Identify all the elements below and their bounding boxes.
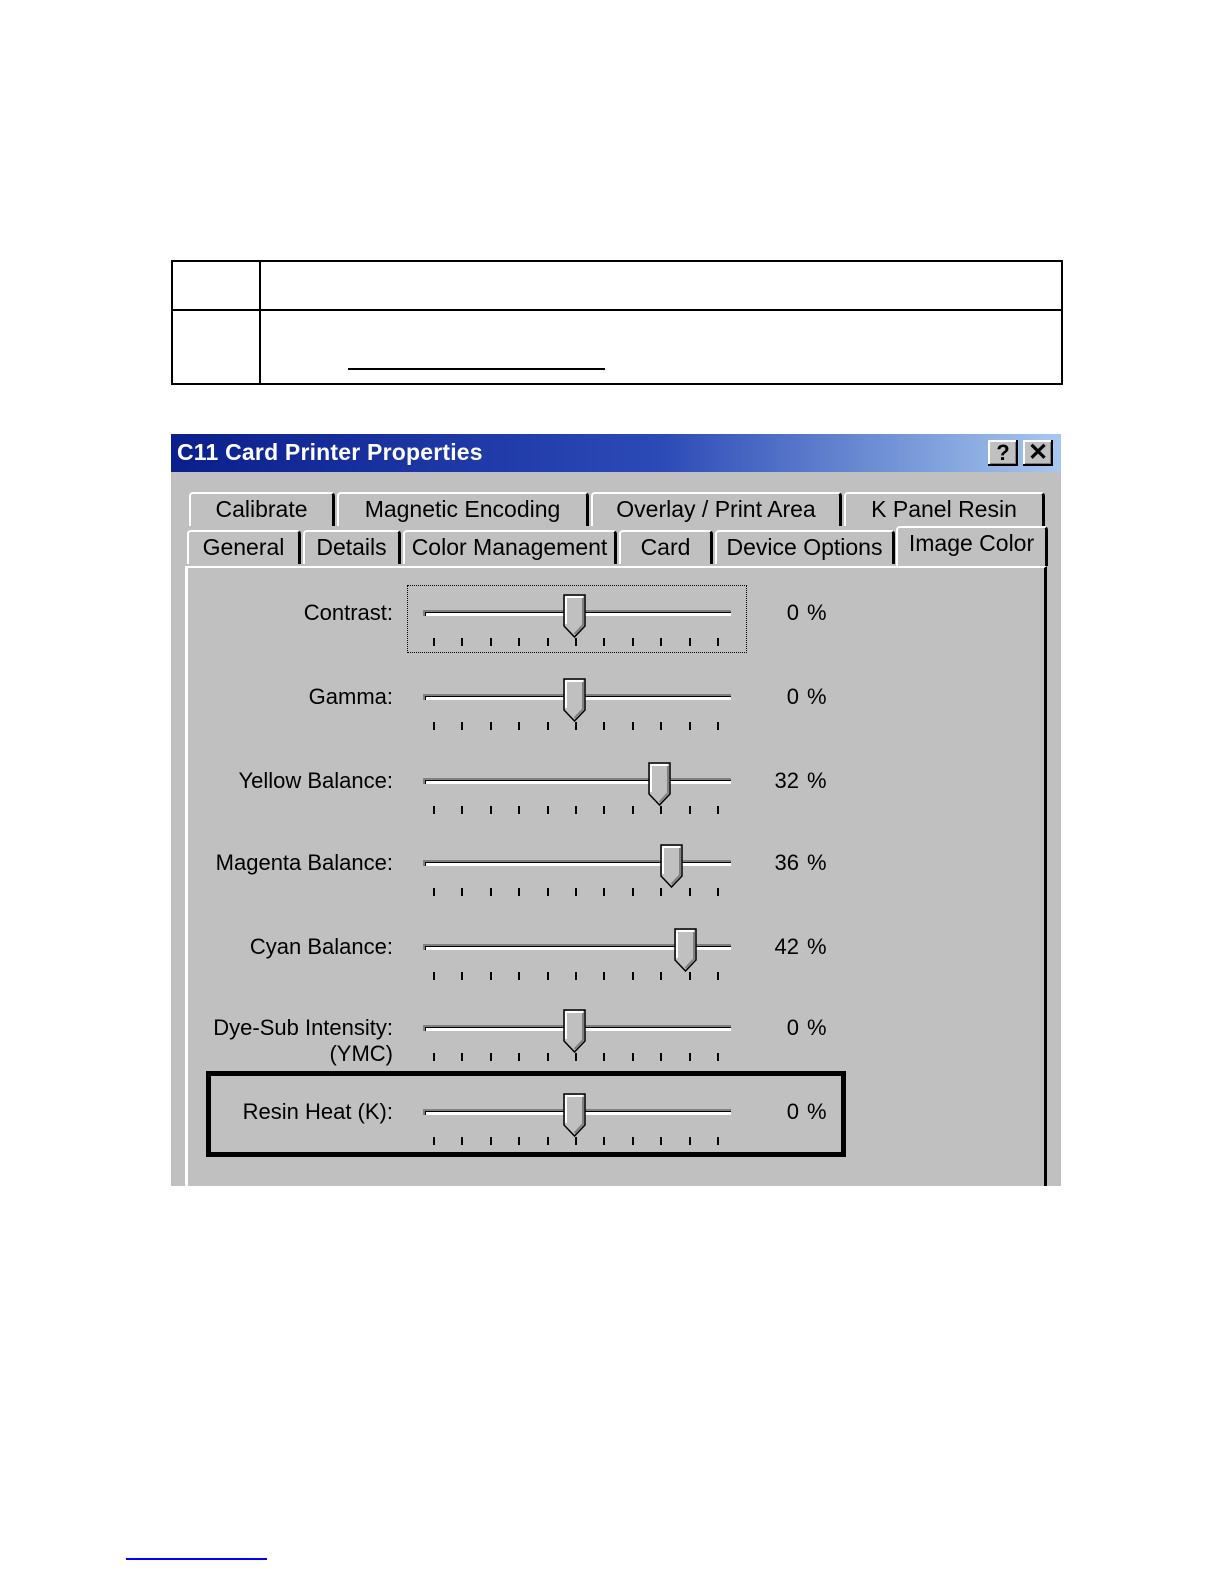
link-underline: [348, 368, 605, 370]
tab-magnetic-encoding[interactable]: Magnetic Encoding: [337, 492, 589, 526]
slider-value: 0: [786, 1015, 799, 1040]
tab-general[interactable]: General: [187, 530, 301, 564]
percent-unit: %: [807, 1015, 827, 1040]
slider-label: Cyan Balance:: [249, 934, 393, 959]
instruction-table: [171, 260, 1063, 385]
slider-label: Contrast:: [303, 600, 393, 625]
percent-unit: %: [807, 768, 827, 793]
percent-unit: %: [807, 1099, 827, 1124]
slider-value: 0: [786, 1099, 799, 1124]
slider-value: 36: [774, 850, 799, 875]
help-button[interactable]: ?: [988, 440, 1018, 466]
tab-device-options[interactable]: Device Options: [715, 530, 895, 564]
slider-value: 0: [786, 600, 799, 625]
slider-label: Yellow Balance:: [238, 768, 393, 793]
tab-k-panel-resin[interactable]: K Panel Resin: [844, 492, 1045, 526]
slider-label: Resin Heat (K):: [242, 1099, 393, 1124]
footer-link-underline: [126, 1558, 267, 1560]
tab-image-color[interactable]: Image Color: [896, 526, 1048, 566]
table-cell: [172, 310, 260, 384]
close-button[interactable]: ✕: [1023, 440, 1053, 466]
slider-value: 42: [774, 934, 799, 959]
table-cell: [260, 310, 1062, 384]
slider-label-sub: (YMC): [329, 1041, 393, 1066]
table-cell: [172, 261, 260, 310]
percent-unit: %: [807, 850, 827, 875]
slider-value: 0: [786, 684, 799, 709]
table-cell: [260, 261, 1062, 310]
printer-properties-dialog: [171, 434, 1061, 1186]
image-color-panel: [185, 566, 1047, 1186]
slider-label: Gamma:: [308, 684, 393, 709]
percent-unit: %: [807, 600, 827, 625]
tab-card[interactable]: Card: [619, 530, 713, 564]
slider-label: Magenta Balance:: [215, 850, 393, 875]
slider-value: 32: [774, 768, 799, 793]
slider-label: Dye-Sub Intensity:: [213, 1015, 393, 1040]
tab-details[interactable]: Details: [303, 530, 401, 564]
percent-unit: %: [807, 684, 827, 709]
tab-color-management[interactable]: Color Management: [403, 530, 617, 564]
tab-calibrate[interactable]: Calibrate: [189, 492, 335, 526]
dialog-title: C11 Card Printer Properties: [177, 439, 483, 465]
title-bar[interactable]: [171, 434, 1061, 472]
tab-overlay-print-area[interactable]: Overlay / Print Area: [591, 492, 842, 526]
percent-unit: %: [807, 934, 827, 959]
